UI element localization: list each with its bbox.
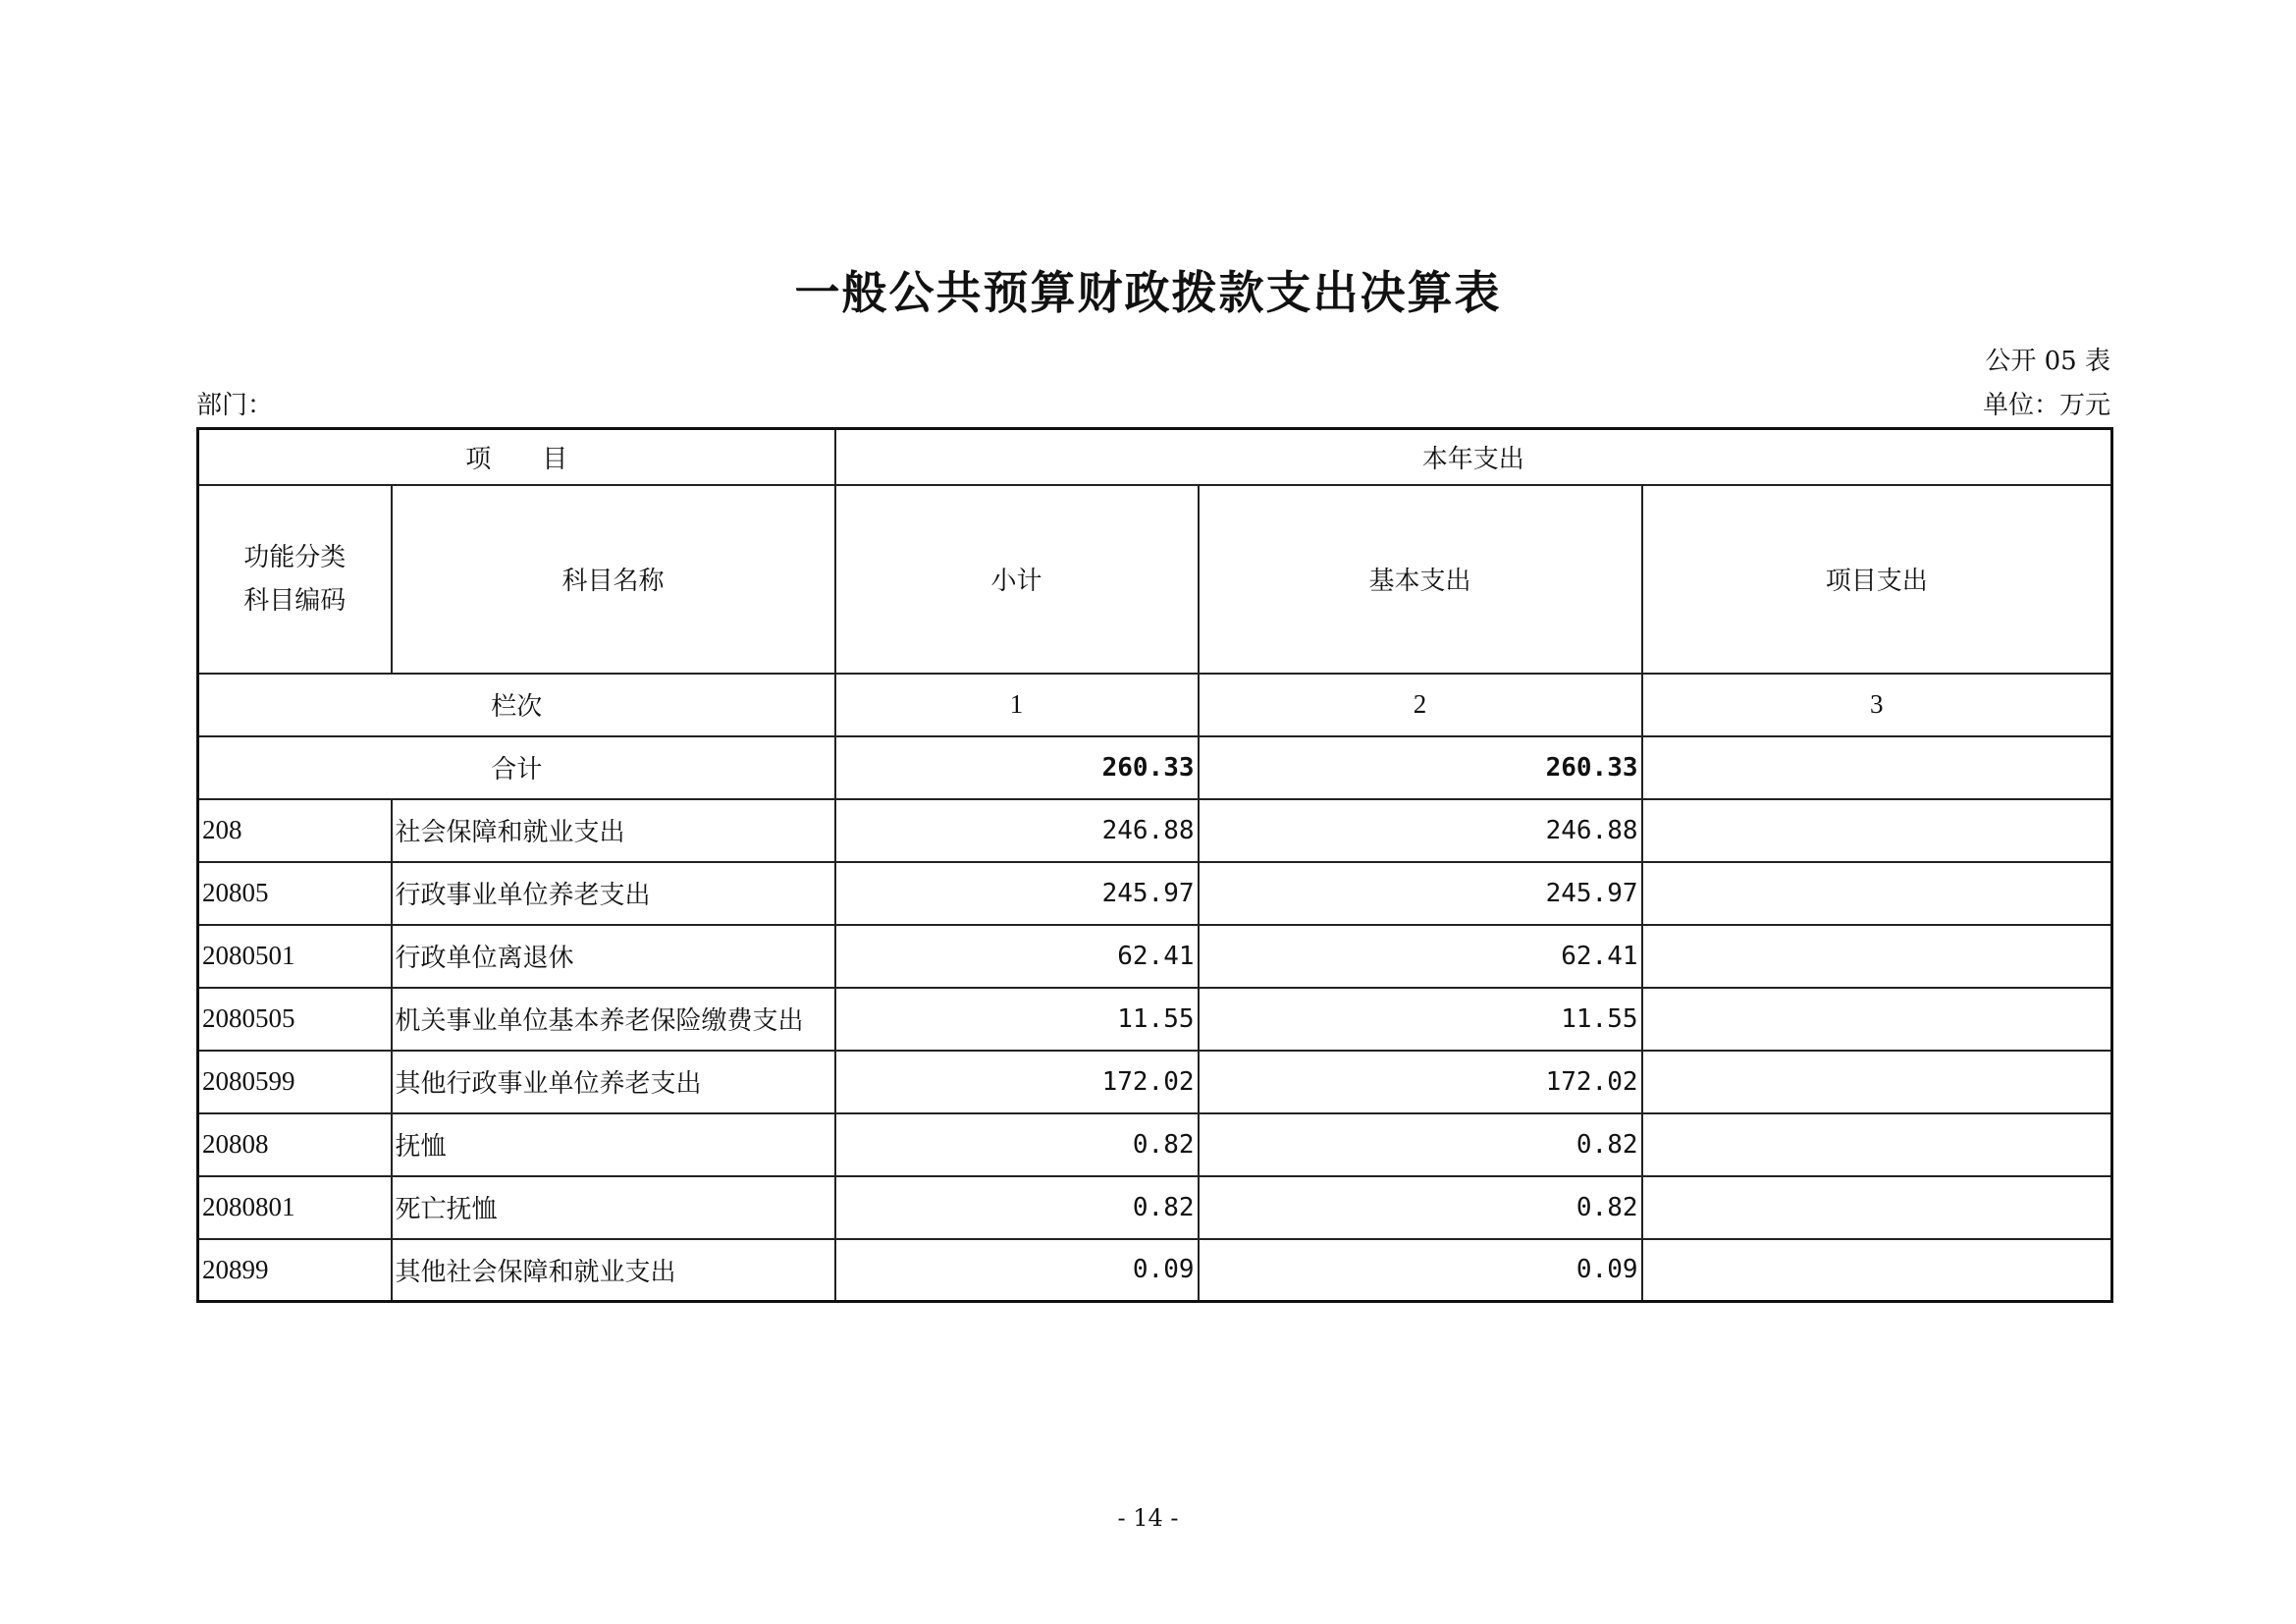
row-basic: 0.82 [1199,1113,1642,1176]
table-row [198,1051,2112,1113]
total-project [1642,736,2112,799]
row-code: 2080501 [198,925,392,988]
budget-table [196,427,2113,1303]
table-row [198,988,2112,1051]
row-code: 2080505 [198,988,392,1051]
row-basic: 172.02 [1199,1051,1642,1113]
row-name: 死亡抚恤 [392,1176,835,1239]
row-basic: 0.82 [1199,1176,1642,1239]
row-project [1642,988,2112,1051]
header-row-1 [198,429,2112,485]
project-header: 项目支出 [1642,485,2112,674]
department-label: 部门： [196,391,274,420]
column-index-1: 1 [835,674,1199,736]
row-subtotal: 11.55 [835,988,1199,1051]
row-code: 208 [198,799,392,862]
row-subtotal: 62.41 [835,925,1199,988]
column-index-3: 3 [1642,674,2112,736]
column-index-row [198,674,2112,736]
row-subtotal: 0.82 [835,1176,1199,1239]
current-year-header: 本年支出 [835,429,2112,485]
header-row-2 [198,485,2112,674]
row-subtotal: 246.88 [835,799,1199,862]
form-number: 公开 05 表 [1985,347,2110,376]
row-subtotal: 0.82 [835,1113,1199,1176]
row-subtotal: 0.09 [835,1239,1199,1302]
code-header-line2: 科目编码 [243,585,347,616]
row-name: 其他行政事业单位养老支出 [392,1051,835,1113]
total-row [198,736,2112,799]
row-name: 行政事业单位养老支出 [392,862,835,925]
row-basic: 62.41 [1199,925,1642,988]
code-header-line1: 功能分类 [243,542,347,572]
row-project [1642,1113,2112,1176]
row-name: 行政单位离退休 [392,925,835,988]
total-label: 合计 [198,736,835,799]
row-basic: 245.97 [1199,862,1642,925]
column-index-label: 栏次 [198,674,835,736]
table-row [198,862,2112,925]
item-header: 项 目 [198,429,835,485]
row-project [1642,799,2112,862]
row-subtotal: 245.97 [835,862,1199,925]
row-code: 2080801 [198,1176,392,1239]
row-project [1642,925,2112,988]
subtotal-header: 小计 [835,485,1199,674]
table-row [198,925,2112,988]
row-name: 其他社会保障和就业支出 [392,1239,835,1302]
row-name: 机关事业单位基本养老保险缴费支出 [392,988,835,1051]
table-row [198,1113,2112,1176]
row-name: 社会保障和就业支出 [392,799,835,862]
unit-label: 单位：万元 [1982,391,2110,420]
code-header [198,485,392,674]
row-code: 20899 [198,1239,392,1302]
table-row [198,799,2112,862]
row-name: 抚恤 [392,1113,835,1176]
row-basic: 246.88 [1199,799,1642,862]
row-code: 2080599 [198,1051,392,1113]
row-subtotal: 172.02 [835,1051,1199,1113]
row-code: 20805 [198,862,392,925]
row-project [1642,1176,2112,1239]
total-subtotal: 260.33 [835,736,1199,799]
table-row [198,1239,2112,1302]
page-title: 一般公共预算财政拨款支出决算表 [794,266,1502,319]
row-project [1642,1051,2112,1113]
row-basic: 11.55 [1199,988,1642,1051]
row-project [1642,1239,2112,1302]
row-project [1642,862,2112,925]
page-number: - 14 - [1117,1504,1179,1532]
total-basic: 260.33 [1199,736,1642,799]
table-row [198,1176,2112,1239]
row-code: 20808 [198,1113,392,1176]
basic-header: 基本支出 [1199,485,1642,674]
column-index-2: 2 [1199,674,1642,736]
name-header: 科目名称 [392,485,835,674]
row-basic: 0.09 [1199,1239,1642,1302]
